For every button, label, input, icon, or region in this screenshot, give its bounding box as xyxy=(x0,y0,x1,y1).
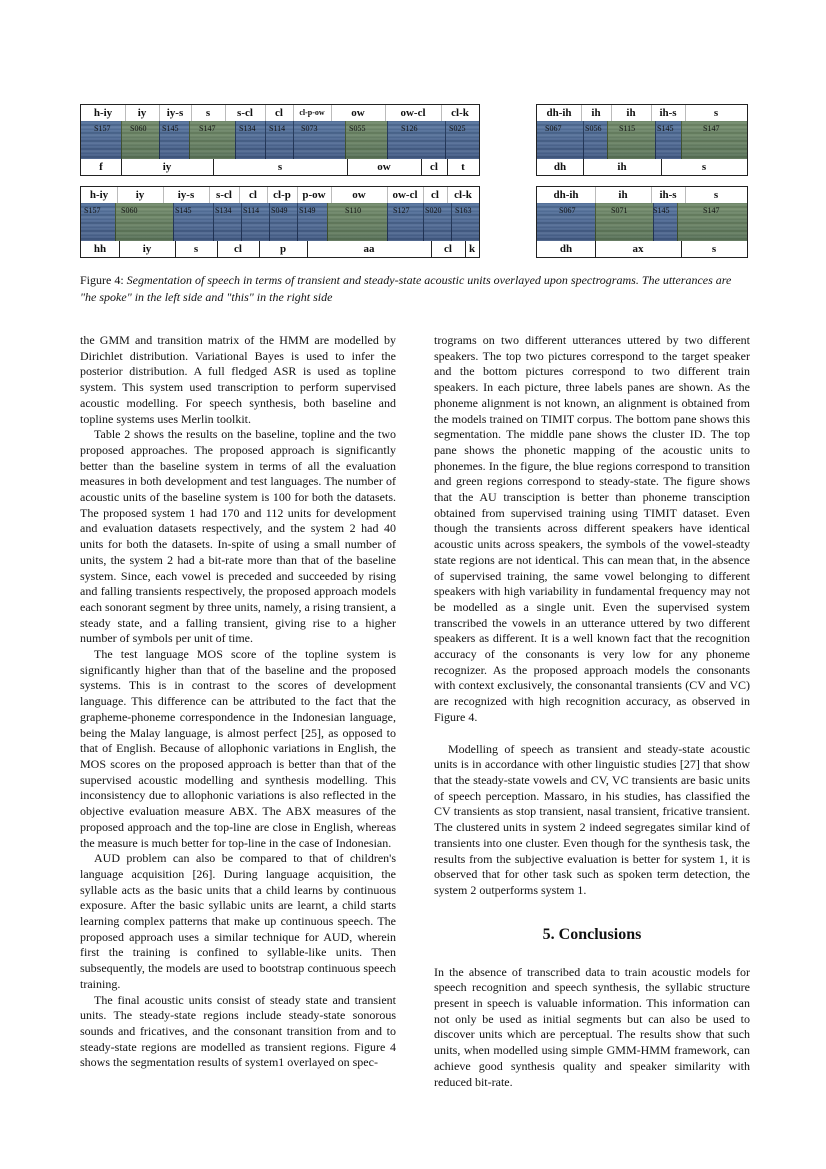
au-label: h-iy xyxy=(81,187,118,203)
phone-label: aa xyxy=(307,241,432,257)
cluster-id: S134 xyxy=(215,206,232,215)
au-label: s xyxy=(191,105,226,121)
cluster-id: S149 xyxy=(299,206,316,215)
au-label: cl-k xyxy=(454,189,472,201)
cluster-id: S110 xyxy=(345,206,362,215)
au-label: iy-s xyxy=(163,187,210,203)
spectrogram xyxy=(537,203,747,241)
paragraph: the GMM and transition matrix of the HMM are modelled by Dirichlet distribution. Variational Bayes is used to infer the posterior distribution. A full fledged ASR is used as topline system. This system used transcription to perform supervised acoustic modelling. For speech synthesis, both baseline and topline systems uses Merlin toolkit. xyxy=(80,333,396,426)
spectrogram-panel-3 xyxy=(536,104,748,176)
au-label: s-cl xyxy=(209,187,240,203)
cluster-id: S067 xyxy=(545,124,562,133)
au-label: cl xyxy=(239,187,268,203)
phone-label: s xyxy=(213,159,348,175)
phone-label: f xyxy=(81,159,122,175)
cluster-id: S163 xyxy=(455,206,472,215)
cluster-id: S145 xyxy=(162,124,179,133)
au-label: ih-s xyxy=(651,105,686,121)
cluster-id: S126 xyxy=(401,124,418,133)
phone-label: ih xyxy=(583,159,662,175)
phone-label: ow xyxy=(347,159,422,175)
au-label: iy-s xyxy=(159,105,192,121)
caption-text: Segmentation of speech in terms of transient and steady-state acoustic units overlayed upon spectrograms. The utterances are "he spoke" in the left side and "this" in the right side xyxy=(80,273,732,304)
figure-caption xyxy=(80,272,748,306)
cluster-id: S055 xyxy=(349,124,366,133)
spectrogram-panel-1 xyxy=(80,104,480,176)
au-label: ih xyxy=(611,105,652,121)
au-label: cl-k xyxy=(451,107,469,119)
cluster-id: S134 xyxy=(239,124,256,133)
spectrogram xyxy=(81,203,479,241)
phone-label: dh xyxy=(537,241,596,257)
au-label: cl-p-ow xyxy=(293,105,332,121)
spectrogram xyxy=(537,121,747,159)
cluster-id: S056 xyxy=(585,124,602,133)
au-label: s xyxy=(713,107,719,119)
cluster-id: S071 xyxy=(611,206,628,215)
phone-label: k xyxy=(468,243,476,255)
section-number: 5. xyxy=(542,925,555,943)
paragraph: trograms on two different utterances uttered by two different speakers. The top two pictures correspond to the target speaker and the bottom pictures correspond to two different train speakers. In each picture, three labels panes are shown. As the phoneme alignment is not known, an alignment is obtained from the models trained on TIMIT corpus. The bottom pane shows this segmentation. The middle pane shows the cluster ID. The top pane shows the phonetic mapping of the acoustic units to phonemes. In the figure, the blue regions correspond to transition and green regions correspond to steady-state. The figure shows that the AU transciption is better than phoneme transciption obtained from supervised training using TIMIT dataset. Even though the transients across different speakers have identical acoustic units across speakers, the symbols of the vowel-steadty state regions are not identical. This can mean that, in the absence of supervised training, the same vowel belonging to different speakers with high variability in fundamental frequency may not be modelled as a single unit. Even the supervised system transcribed the vowels in an utterance uttered by two different speakers as different. It is a well known fact that the recognition accuracy of the consonants is very low for any phoneme recognizer. As the proposed approach models the consonants with context exclusively, the consonantal transients (CV and VC) are recognized with high recognition accuracy, as observed in Figure 4. xyxy=(434,333,750,724)
section-heading xyxy=(434,925,750,945)
cluster-id: S025 xyxy=(449,124,466,133)
phone-label: t xyxy=(461,161,465,173)
cluster-id: S145 xyxy=(653,206,670,215)
au-label: ih xyxy=(581,105,612,121)
au-label: iy xyxy=(117,187,164,203)
left-column xyxy=(80,333,396,1071)
phone-label: s xyxy=(711,243,717,255)
phone-label: cl xyxy=(431,241,466,257)
cluster-id: S060 xyxy=(121,206,138,215)
right-column xyxy=(434,333,750,1090)
paragraph: Modelling of speech as transient and steady-state acoustic units is in accordance with other linguistic studies [27] that show that the steady-state vowels and CV, VC transients are basic units of speech perception. Massaro, in his studies, has classified the CV transients as stop transient, nasal transient, fricative transient. The clustered units in system 2 indeed segregates similar kind of transients into one cluster. Even though for the synthesis task, the results from the subjective evaluation is better for system 1, it is observed that for other task such as spoken term detection, the system 2 outperforms system 1. xyxy=(434,741,750,897)
cluster-id: S115 xyxy=(619,124,636,133)
cluster-id: S145 xyxy=(657,124,674,133)
spectrogram xyxy=(81,121,479,159)
cluster-id: S157 xyxy=(94,124,111,133)
au-label: cl-p xyxy=(267,187,298,203)
au-label: dh-ih xyxy=(537,105,582,121)
au-label: ow xyxy=(331,187,388,203)
cluster-id: S067 xyxy=(559,206,576,215)
au-label: cl xyxy=(265,105,294,121)
au-label: iy xyxy=(125,105,160,121)
cluster-id: S049 xyxy=(271,206,288,215)
paragraph: AUD problem can also be compared to that of children's language acquisition [26]. During language acquisition, the syllable acts as the basic units that a child learns by continuous exposure. After the basic syllabic units are learnt, a child starts learning complex patterns that make up continuous speech. The proposed approach uses a similar technique for AUD, wherein first the training is confined to syllable-like units. Then subsequently, the models are used to bootstrap continuous speech training. xyxy=(80,851,396,991)
phone-label: s xyxy=(175,241,218,257)
au-label: ow-cl xyxy=(385,105,442,121)
paragraph: Table 2 shows the results on the baseline, topline and the two proposed approaches. The proposed approach is significantly better than the baseline system in terms of all the evaluation measures in both development and test languages. The number of acoustic units of the baseline system is 100 for both the datasets. The proposed system 1 had 170 and 112 units for development and evaluation datasets respectively, and the system 2 had 40 units for both the datasets. In-spite of using a small number of units, the system 2 had a bit-rate more than that of the baseline system. Since, each vowel is preceded and succeeded by rising and falling transients respectively, the proposed approach models each sonorant segment by three units, namely, a rising transient, a steady state, and a falling transient, giving rise to a higher number of symbols per unit of time. xyxy=(80,427,396,646)
spectrogram-panel-2 xyxy=(80,186,480,258)
cluster-id: S145 xyxy=(175,206,192,215)
cluster-id: S114 xyxy=(243,206,260,215)
paragraph: In the absence of transcribed data to train acoustic models for speech recognition and speech synthesis, the syllabic structure present in speech is valuable information. This information can not only be used as initial segments but can also be used to discover units which are perceptual. The results show that such units, when modelled using simple GMM-HMM framework, can achieve good synthesis quality and speaker similarity with reduced bit-rate. xyxy=(434,964,750,1089)
au-label: cl xyxy=(423,187,448,203)
cluster-id: S060 xyxy=(130,124,147,133)
au-label: s-cl xyxy=(225,105,266,121)
au-label: ow xyxy=(331,105,386,121)
phone-label: p xyxy=(259,241,308,257)
au-label: s xyxy=(713,189,719,201)
cluster-id: S147 xyxy=(703,206,720,215)
cluster-id: S157 xyxy=(84,206,101,215)
paragraph: The final acoustic units consist of steady state and transient units. The steady-state regions include steady-state sonorous sounds and fricatives, and the consonant transition from and to steady-state regions are modelled as transient regions. Figure 4 shows the segmentation results of system1 overlayed on spec- xyxy=(80,992,396,1070)
cluster-id: S073 xyxy=(301,124,318,133)
phone-label: hh xyxy=(81,241,120,257)
phone-label: dh xyxy=(537,159,584,175)
caption-label: Figure 4: xyxy=(80,273,124,287)
au-label: ih-s xyxy=(651,187,686,203)
paragraph: The test language MOS score of the topline system is significantly higher than that of the baseline and the proposed systems. This is in contrast to the scores of development language. This difference can be attributed to the fact that the grapheme-phoneme correspondence in the Indonesian language, being the Malay language, is almost perfect [25], as opposed to that of English. Because of allophonic variations in English, the MOS scores on the proposed approach is better than that of the supervised acoustic modelling and synthesis modelling. This inconsistency due to allophonic variations is also reflected in the objective evaluation measure ABX. The ABX measures of the proposed approach and the top-line are close in English, whereas the measure is much better for top-line in the case of Indonesian. xyxy=(80,647,396,850)
au-label: ih xyxy=(595,187,652,203)
phone-label: ax xyxy=(595,241,682,257)
phone-label: iy xyxy=(119,241,176,257)
au-label: h-iy xyxy=(81,105,126,121)
cluster-id: S147 xyxy=(703,124,720,133)
cluster-id: S147 xyxy=(199,124,216,133)
au-label: p-ow xyxy=(297,187,332,203)
au-label: ow-cl xyxy=(387,187,424,203)
au-label: dh-ih xyxy=(537,187,596,203)
cluster-id: S114 xyxy=(269,124,286,133)
phone-label: cl xyxy=(421,159,448,175)
phone-label: iy xyxy=(121,159,214,175)
cluster-id: S020 xyxy=(425,206,442,215)
cluster-id: S127 xyxy=(393,206,410,215)
phone-label: s xyxy=(701,161,707,173)
spectrogram-panel-4 xyxy=(536,186,748,258)
phone-label: cl xyxy=(217,241,260,257)
section-title: Conclusions xyxy=(558,925,642,943)
